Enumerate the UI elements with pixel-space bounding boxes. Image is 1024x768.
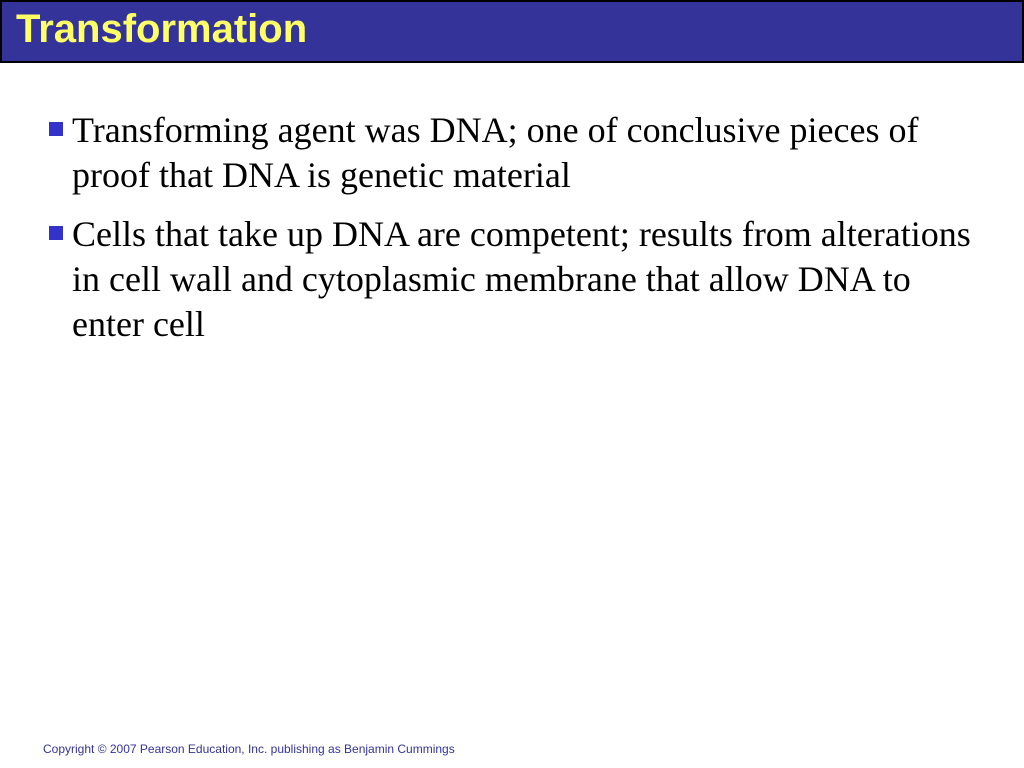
copyright-footer: Copyright © 2007 Pearson Education, Inc. publishing as Benjamin Cummings (43, 742, 455, 756)
bullet-text: Transforming agent was DNA; one of conclusive pieces of proof that DNA is genetic material (72, 110, 919, 195)
bullet-list (0, 108, 1024, 361)
slide-title: Transformation (16, 7, 308, 51)
bullet-item (0, 212, 1024, 347)
square-bullet-icon (49, 122, 63, 136)
square-bullet-icon (49, 226, 63, 240)
title-bar (0, 0, 1024, 63)
bullet-item (0, 108, 1024, 198)
bullet-text: Cells that take up DNA are competent; results from alterations in cell wall and cytoplasmic membrane that allow DNA to enter cell (72, 214, 971, 344)
